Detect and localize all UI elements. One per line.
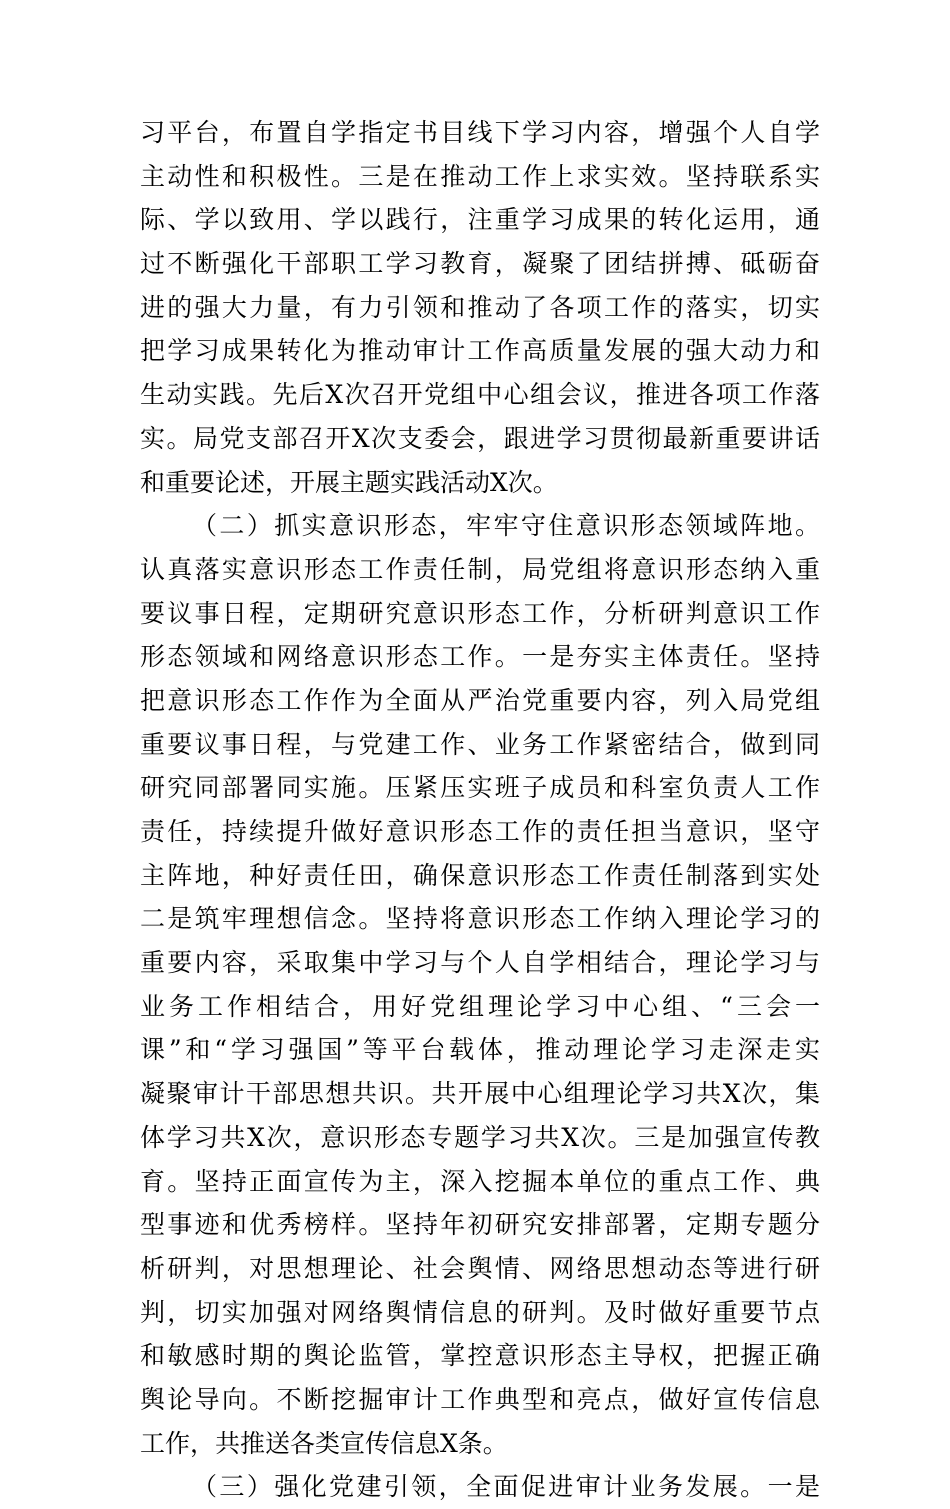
paragraph-line: 形态领域和网络意识形态工作。一是夯实主体责任。坚持 (140, 642, 820, 672)
paragraph-line: 研究同部署同实施。压紧压实班子成员和科室负责人工作 (140, 773, 820, 803)
paragraph-line: 业务工作相结合，用好党组理论学习中心组、“三会一 (140, 991, 820, 1021)
paragraph-line: 生动实践。先后X次召开党组中心组会议，推进各项工作落 (140, 380, 820, 410)
paragraph-line: 判，切实加强对网络舆情信息的研判。及时做好重要节点 (140, 1297, 820, 1327)
paragraph-line: 际、学以致用、学以践行，注重学习成果的转化运用，通 (140, 205, 820, 235)
paragraph-line: 舆论导向。不断挖掘审计工作典型和亮点，做好宣传信息 (140, 1384, 820, 1414)
paragraph-line: 工作，共推送各类宣传信息X条。 (140, 1428, 508, 1458)
paragraph-line: 认真落实意识形态工作责任制，局党组将意识形态纳入重 (140, 554, 820, 584)
paragraph-line: 体学习共X次，意识形态专题学习共X次。三是加强宣传教 (140, 1122, 820, 1152)
document-body (140, 111, 820, 1509)
section-heading-line: （三）强化党建引领，全面促进审计业务发展。一是 (192, 1472, 820, 1502)
paragraph-line: 重要内容，采取集中学习与个人自学相结合，理论学习与 (140, 948, 820, 978)
paragraph-line: 课”和“学习强国”等平台载体，推动理论学习走深走实 (140, 1035, 820, 1065)
paragraph-line: 型事迹和优秀榜样。坚持年初研究安排部署，定期专题分 (140, 1210, 820, 1240)
paragraph-line: 育。坚持正面宣传为主，深入挖掘本单位的重点工作、典 (140, 1166, 820, 1196)
paragraph-line: 实。局党支部召开X次支委会，跟进学习贯彻最新重要讲话 (140, 423, 820, 453)
paragraph-line: 二是筑牢理想信念。坚持将意识形态工作纳入理论学习的 (140, 904, 820, 934)
paragraph-line: 析研判，对思想理论、社会舆情、网络思想动态等进行研 (140, 1253, 820, 1283)
section-heading-line: （二）抓实意识形态，牢牢守住意识形态领域阵地。 (192, 511, 820, 541)
paragraph-line: 把意识形态工作作为全面从严治党重要内容，列入局党组 (140, 685, 820, 715)
paragraph-line: 和敏感时期的舆论监管，掌控意识形态主导权，把握正确 (140, 1341, 820, 1371)
paragraph-line: 把学习成果转化为推动审计工作高质量发展的强大动力和 (140, 336, 820, 366)
paragraph-line: 主阵地，种好责任田，确保意识形态工作责任制落到实处 (140, 860, 820, 890)
paragraph-line: 责任，持续提升做好意识形态工作的责任担当意识，坚守 (140, 817, 820, 846)
paragraph-line: 凝聚审计干部思想共识。共开展中心组理论学习共X次，集 (140, 1079, 820, 1109)
paragraph-line: 重要议事日程，与党建工作、业务工作紧密结合，做到同 (140, 729, 820, 759)
paragraph-line: 进的强大力量，有力引领和推动了各项工作的落实，切实 (140, 292, 820, 322)
paragraph-line: 过不断强化干部职工学习教育，凝聚了团结拼搏、砥砺奋 (140, 249, 820, 279)
paragraph-line: 要议事日程，定期研究意识形态工作，分析研判意识工作 (140, 598, 820, 628)
paragraph-line: 习平台，布置自学指定书目线下学习内容，增强个人自学 (140, 118, 820, 147)
paragraph-line: 和重要论述，开展主题实践活动X次。 (140, 467, 558, 497)
paragraph-line: 主动性和积极性。三是在推动工作上求实效。坚持联系实 (140, 161, 820, 191)
